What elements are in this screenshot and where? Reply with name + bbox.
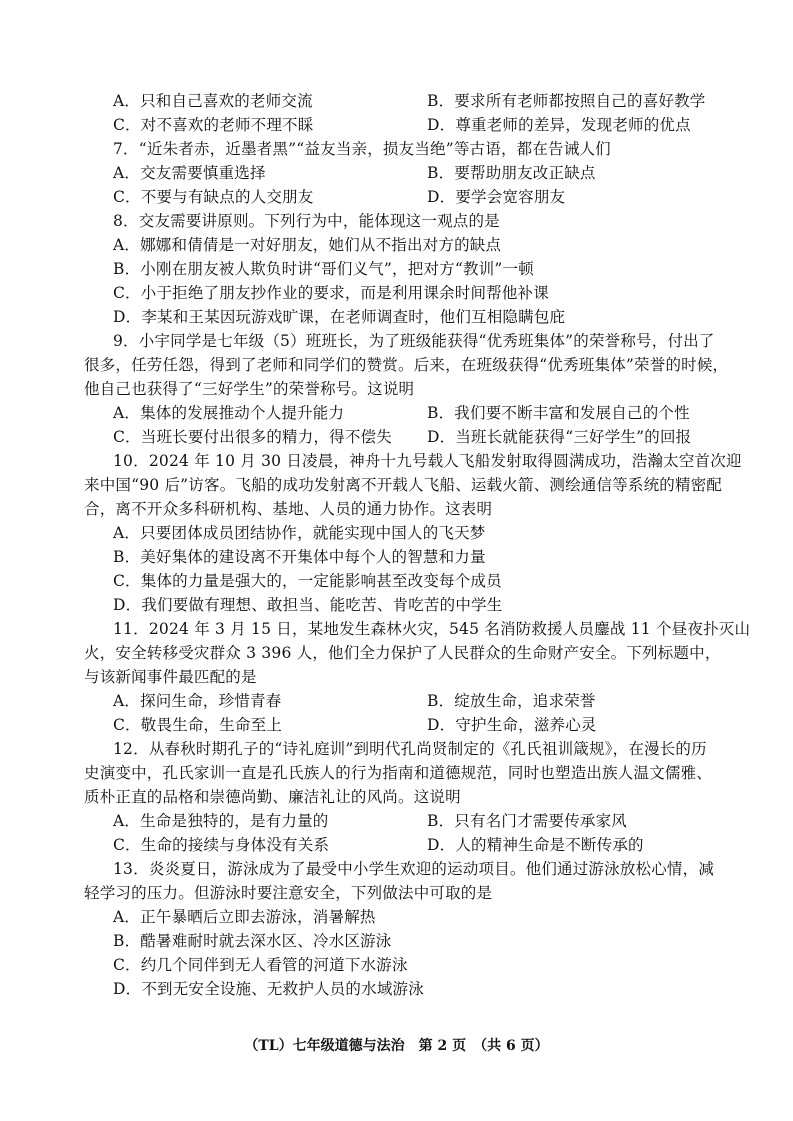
q11-option-a: A．探问生命，珍惜青春: [113, 692, 282, 710]
q12-option-d: D．人的精神生命是不断传承的: [427, 836, 644, 854]
q11-option-d: D．守护生命，滋养心灵: [427, 716, 597, 734]
q10-stem-line-1: 10．2024 年 10 月 30 日凌晨，神舟十九号载人飞船发射取得圆满成功，浩瀚太空首次迎: [113, 452, 742, 470]
q9-stem-line-2: 很多，任劳任怨，得到了老师和同学们的赞赏。后来，在班级获得“优秀班集体”荣誉的时候，: [84, 356, 729, 374]
q7-option-b: B．要帮助朋友改正缺点: [427, 164, 596, 182]
q10-option-a: A．只要团体成员团结协作，就能实现中国人的飞天梦: [113, 524, 486, 542]
q6-option-d: D．尊重老师的差异，发现老师的优点: [427, 116, 691, 134]
q9-option-b: B．我们要不断丰富和发展自己的个性: [427, 404, 690, 422]
q12-stem-line-2: 史演变中，孔氏家训一直是孔氏族人的行为指南和道德规范，同时也塑造出族人温文儒雅、: [84, 764, 713, 782]
q10-stem-line-3: 合，离不开众多科研机构、基地、人员的通力协作。这表明: [84, 500, 493, 518]
q9-option-a: A．集体的发展推动个人提升能力: [113, 404, 345, 422]
q10-stem-line-2: 来中国“90 后”访客。飞船的成功发射离不开载人飞船、运载火箭、测绘通信等系统的精密配: [84, 476, 723, 494]
q7-option-c: C．不要与有缺点的人交朋友: [113, 188, 314, 206]
q11-option-b: B．绽放生命，追求荣誉: [427, 692, 596, 710]
q13-option-a: A．正午暴晒后立即去游泳，消暑解热: [113, 908, 376, 926]
q8-option-a: A．娜娜和倩倩是一对好朋友，她们从不指出对方的缺点: [113, 236, 502, 254]
q9-option-c: C．当班长要付出很多的精力，得不偿失: [113, 428, 392, 446]
q13-option-b: B．酷暑难耐时就去深水区、冷水区游泳: [113, 932, 392, 950]
q12-stem-line-1: 12．从春秋时期孔子的“诗礼庭训”到明代孔尚贤制定的《孔氏祖训箴规》，在漫长的历: [113, 740, 707, 758]
q6-option-c: C．对不喜欢的老师不理不睬: [113, 116, 314, 134]
q11-stem-line-3: 与该新闻事件最匹配的是: [84, 668, 257, 686]
q8-option-d: D．李某和王某因玩游戏旷课，在老师调查时，他们互相隐瞒包庇: [113, 308, 566, 326]
q6-option-b: B．要求所有老师都按照自己的喜好教学: [427, 92, 706, 110]
q12-option-c: C．生命的接续与身体没有关系: [113, 836, 330, 854]
q8-option-b: B．小刚在朋友被人欺负时讲“哥们义气”，把对方“教训”一顿: [113, 260, 534, 278]
q12-stem-line-3: 质朴正直的品格和崇德尚勤、廉洁礼让的风尚。这说明: [84, 788, 461, 806]
q11-option-c: C．敬畏生命，生命至上: [113, 716, 283, 734]
q7-stem: 7．“近朱者赤，近墨者黑”“益友当亲，损友当绝”等古语，都在告诫人们: [113, 140, 611, 158]
q13-stem-line-2: 轻学习的压力。但游泳时要注意安全，下列做法中可取的是: [84, 884, 493, 902]
q10-option-c: C．集体的力量是强大的，一定能影响甚至改变每个成员: [113, 572, 502, 590]
q9-stem-line-3: 他自己也获得了“三好学生”的荣誉称号。这说明: [84, 380, 415, 398]
q10-option-d: D．我们要做有理想、敢担当、能吃苦、肯吃苦的中学生: [113, 596, 503, 614]
q7-option-d: D．要学会宽容朋友: [427, 188, 566, 206]
q11-stem-line-2: 火，安全转移受灾群众 3 396 人，他们全力保护了人民群众的生命财产安全。下列标题中，: [84, 644, 721, 662]
q10-option-b: B．美好集体的建设离不开集体中每个人的智慧和力量: [113, 548, 486, 566]
q6-option-a: A．只和自己喜欢的老师交流: [113, 92, 313, 110]
q8-option-c: C．小于拒绝了朋友抄作业的要求，而是利用课余时间帮他补课: [113, 284, 549, 302]
q12-option-a: A．生命是独特的，是有力量的: [113, 812, 329, 830]
q12-option-b: B．只有名门才需要传承家风: [427, 812, 627, 830]
q13-stem-line-1: 13．炎炎夏日，游泳成为了最受中小学生欢迎的运动项目。他们通过游泳放松心情，减: [113, 860, 715, 878]
q11-stem-line-1: 11．2024 年 3 月 15 日，某地发生森林火灾，545 名消防救援人员鏖战 11 个昼夜扑灭山: [113, 620, 751, 638]
page-footer: （TL）七年级道德与法治 第 2 页 （共 6 页）: [244, 1038, 549, 1054]
q9-option-d: D．当班长就能获得“三好学生”的回报: [427, 428, 692, 446]
q13-option-c: C．约几个同伴到无人看管的河道下水游泳: [113, 956, 408, 974]
q8-stem: 8．交友需要讲原则。下列行为中，能体现这一观点的是: [113, 212, 500, 230]
q9-stem-line-1: 9．小宇同学是七年级（5）班班长，为了班级能获得“优秀班集体”的荣誉称号，付出了: [113, 332, 715, 350]
q7-option-a: A．交友需要慎重选择: [113, 164, 266, 182]
q13-option-d: D．不到无安全设施、无救护人员的水域游泳: [113, 980, 424, 998]
